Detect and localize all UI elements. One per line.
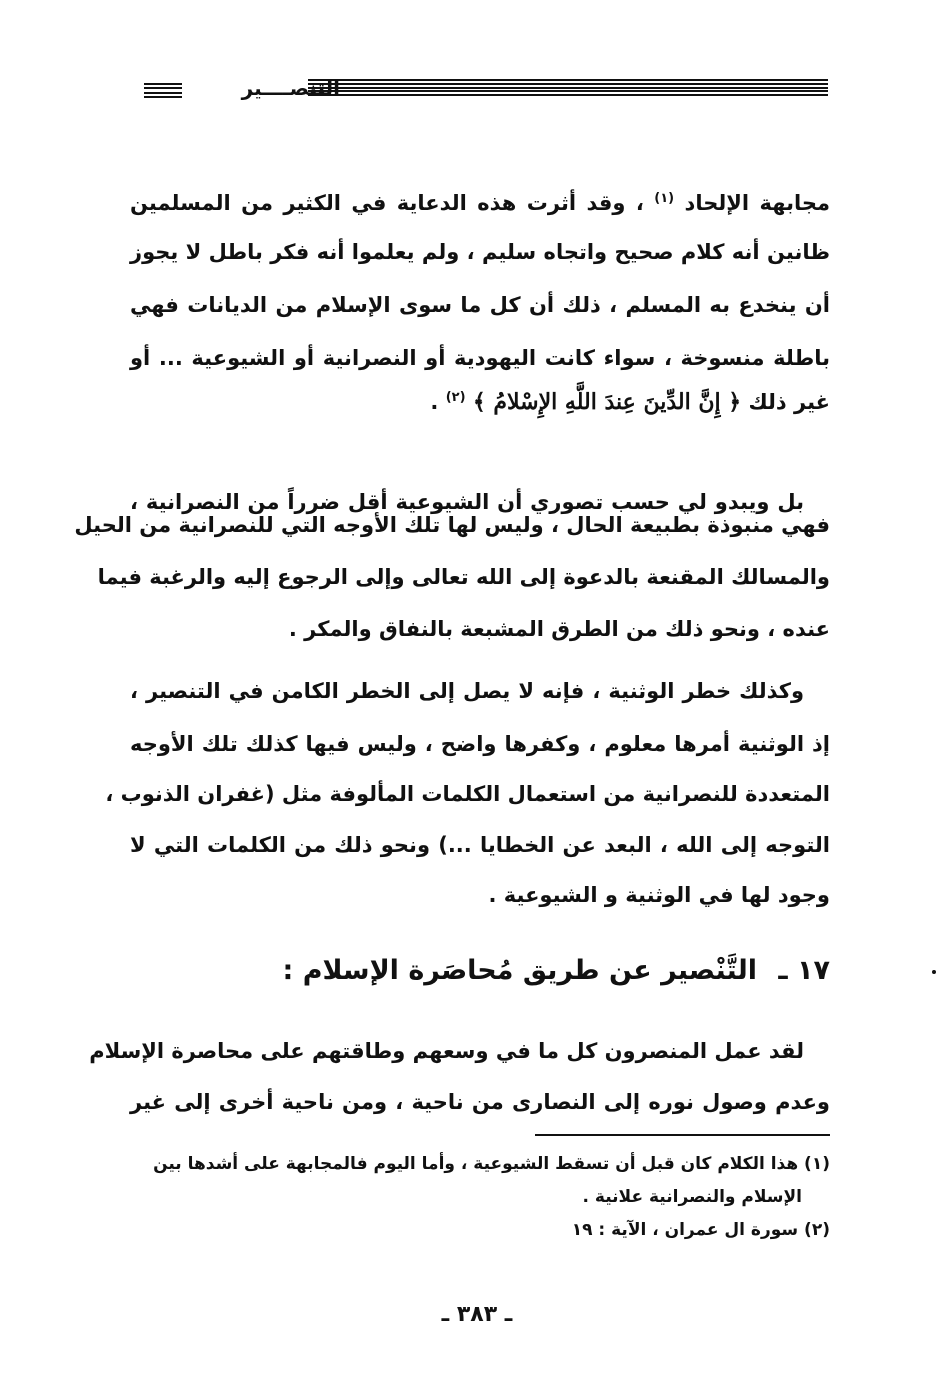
- footnote-1-line1: (١) هذا الكلام كان قبل أن تسقط الشيوعية ، وأما اليوم فالمجابهة على أشدها بين: [153, 1154, 830, 1174]
- paragraph3-line5: وجود لها في الوثنية و الشيوعية .: [488, 883, 830, 907]
- paragraph4-line2: وعدم وصول نوره إلى النصارى من ناحية ، ومن ناحية أخرى إلى غير: [130, 1090, 830, 1114]
- paragraph3-line1: وكذلك خطر الوثنية ، فإنه لا يصل إلى الخطر الكامن في التنصير ،: [130, 679, 804, 703]
- paragraph1-line5: [130, 383, 830, 417]
- quran-verse: ﴿ إِنَّ الدِّينَ عِندَ اللَّهِ الإِسْلامُ ﴾: [472, 389, 742, 415]
- paragraph3-line4: التوجه إلى الله ، البعد عن الخطايا ...) ونحو ذلك من الكلمات التي لا: [130, 833, 830, 857]
- footnote-1-line2: الإسلام والنصرانية علانية .: [582, 1187, 802, 1207]
- paragraph1-line5-end: .: [430, 390, 439, 414]
- paragraph4-line1: لقد عمل المنصرون كل ما في وسعهم وطاقتهم على محاصرة الإسلام: [89, 1039, 804, 1063]
- footnote-ref-1: (١): [654, 191, 675, 206]
- paragraph1-line4: باطلة منسوخة ، سواء كانت اليهودية أو النصرانية أو الشيوعية ... أو: [130, 346, 830, 370]
- footnote-ref-2: (٢): [445, 390, 466, 405]
- paragraph1-line2: ظانين أنه كلام صحيح واتجاه سليم ، ولم يعلموا أنه فكر باطل لا يجوز: [130, 240, 830, 264]
- footnote-2: (٢) سورة ال عمران ، الآية : ١٩: [571, 1220, 830, 1240]
- paragraph1-line3: أن ينخدع به المسلم ، ذلك أن كل ما سوى الإسلام من الديانات فهي: [130, 293, 830, 317]
- running-header-title: التنصــــير: [241, 76, 340, 100]
- header-rule-long: [308, 79, 828, 96]
- paragraph2-line2: فهي منبوذة بطبيعة الحال ، وليس لها تلك الأوجه التي للنصرانية من الحيل: [74, 513, 830, 537]
- margin-mark: [932, 970, 936, 974]
- footnote-separator: [535, 1134, 830, 1136]
- paragraph2-line1: بل ويبدو لي حسب تصوري أن الشيوعية أقل ضرراً من النصرانية ،: [130, 490, 804, 514]
- header-rule-short: [144, 83, 182, 98]
- paragraph2-line4: عنده ، ونحو ذلك من الطرق المشبعة بالنفاق والمكر .: [288, 617, 830, 641]
- paragraph3-line3: المتعددة للنصرانية من استعمال الكلمات المألوفة مثل (غفران الذنوب ،: [105, 782, 830, 806]
- paragraph1-line1: [130, 184, 830, 218]
- paragraph1-line1-a: مجابهة الإلحاد: [684, 191, 831, 215]
- page-number: ـ ٣٨٣ ـ: [441, 1302, 513, 1327]
- section-heading: [283, 955, 830, 986]
- paragraph3-line2: إذ الوثنية أمرها معلوم ، وكفرها واضح ، وليس فيها كذلك تلك الأوجه: [130, 732, 830, 756]
- section-number: ١٧ ـ: [778, 955, 830, 986]
- paragraph2-line3: والمسالك المقنعة بالدعوة إلى الله تعالى وإلى الرجوع إليه والرغبة فيما: [97, 565, 830, 589]
- section-title: التَّنْصير عن طريق مُحاصَرة الإسلام :: [282, 955, 757, 986]
- paragraph1-line5-a: غير ذلك: [748, 390, 830, 414]
- paragraph1-line1-b: ، وقد أثرت هذه الدعاية في الكثير من المسلمين: [130, 191, 644, 215]
